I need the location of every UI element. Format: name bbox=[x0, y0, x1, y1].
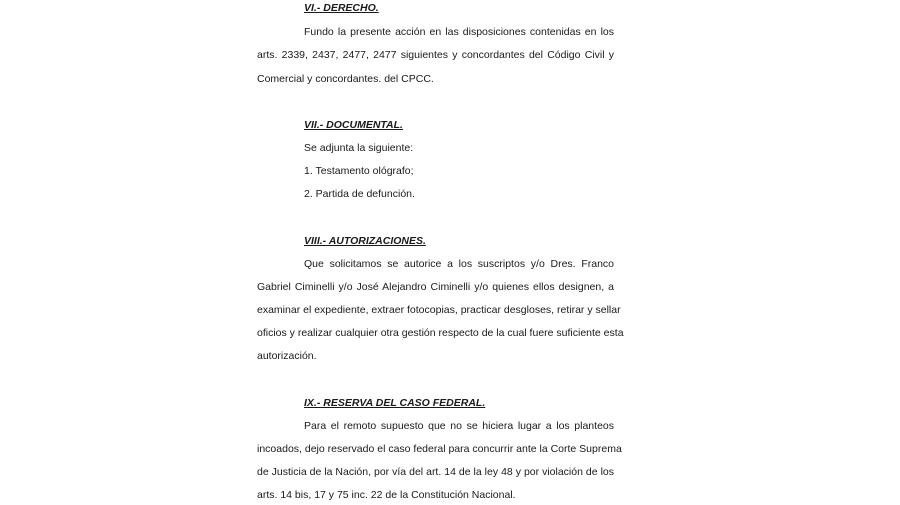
section-heading-reserva-caso-federal: IX.- RESERVA DEL CASO FEDERAL. bbox=[304, 397, 486, 409]
derecho-line-1: Fundo la presente acción en las disposiciones contenidas en los bbox=[304, 26, 614, 38]
section-heading-derecho: VI.- DERECHO. bbox=[304, 2, 379, 14]
autorizaciones-line-3: examinar el expediente, extraer fotocopias, practicar desgloses, retirar y sellar bbox=[257, 304, 621, 316]
reserva-line-2: incoados, dejo reservado el caso federal para concurrir ante la Corte Suprema bbox=[257, 443, 622, 455]
autorizaciones-line-1: Que solicitamos se autorice a los suscriptos y/o Dres. Franco bbox=[304, 258, 614, 270]
section-heading-documental: VII.- DOCUMENTAL. bbox=[304, 119, 403, 131]
autorizaciones-line-4: oficios y realizar cualquier otra gestión respecto de la cual fuere suficiente esta bbox=[257, 327, 624, 339]
reserva-line-4: arts. 14 bis, 17 y 75 inc. 22 de la Constitución Nacional. bbox=[257, 489, 516, 501]
reserva-line-3: de Justicia de la Nación, por vía del art. 14 de la ley 48 y por violación de los bbox=[257, 466, 614, 478]
derecho-line-2: arts. 2339, 2437, 2477, 2477 siguientes y concordantes del Código Civil y bbox=[257, 49, 614, 61]
reserva-line-1: Para el remoto supuesto que no se hiciera lugar a los planteos bbox=[304, 420, 614, 432]
autorizaciones-line-2: Gabriel Ciminelli y/o José Alejandro Ciminelli y/o quienes ellos designen, a bbox=[257, 281, 614, 293]
documental-line-3: 2. Partida de defunción. bbox=[304, 188, 415, 200]
documental-line-2: 1. Testamento ológrafo; bbox=[304, 165, 414, 177]
documental-line-1: Se adjunta la siguiente: bbox=[304, 142, 414, 154]
autorizaciones-line-5: autorización. bbox=[257, 350, 317, 362]
derecho-line-3: Comercial y concordantes. del CPCC. bbox=[257, 73, 434, 85]
section-heading-autorizaciones: VIII.- AUTORIZACIONES. bbox=[304, 235, 426, 247]
